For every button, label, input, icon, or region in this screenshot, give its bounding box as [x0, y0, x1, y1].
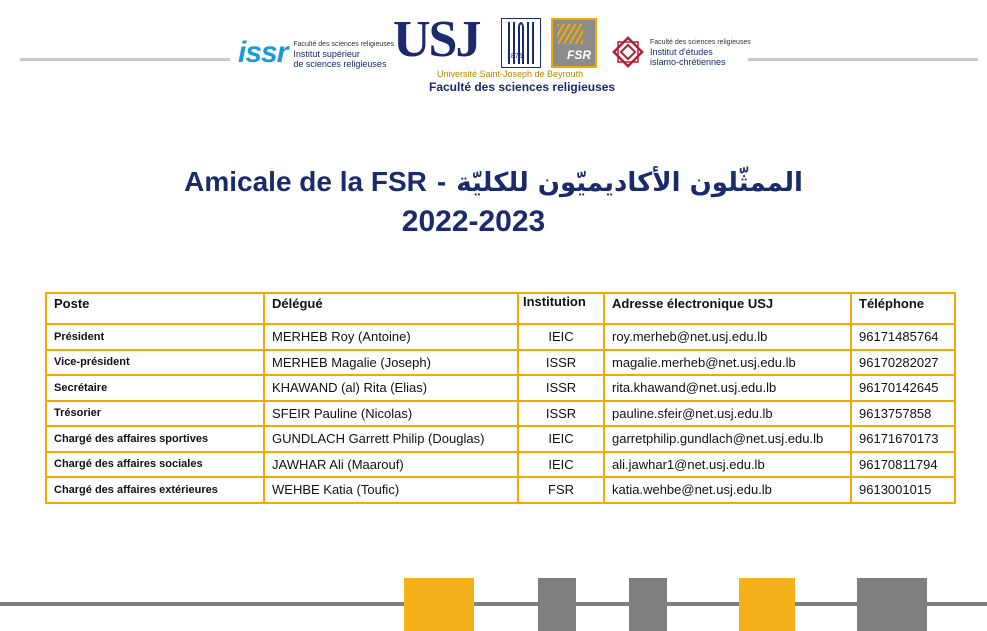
table-row — [46, 375, 955, 401]
issr-line2: Institut supérieur — [293, 49, 360, 59]
title-arabic: الممثّلون الأكاديميّون للكليّة — [456, 168, 803, 198]
cell-email: ali.jawhar1@net.usj.edu.lb — [604, 452, 851, 478]
header-delegue: Délégué — [264, 293, 518, 324]
cell-poste: Chargé des affaires sociales — [46, 452, 264, 478]
issr-logo-text — [293, 38, 394, 69]
cell-telephone: 96171670173 — [851, 426, 955, 452]
cell-email: katia.wehbe@net.usj.edu.lb — [604, 477, 851, 503]
table-row — [46, 452, 955, 478]
page-title — [0, 165, 987, 200]
cell-delegue: SFEIR Pauline (Nicolas) — [264, 401, 518, 427]
cell-delegue: KHAWAND (al) Rita (Elias) — [264, 375, 518, 401]
cell-institution: IEIC — [518, 324, 604, 350]
page-year: 2022-2023 — [401, 205, 546, 238]
fsr-logo — [551, 18, 597, 68]
delegates-table — [45, 292, 956, 504]
cell-email: magalie.merheb@net.usj.edu.lb — [604, 350, 851, 376]
usj-faculty: Faculté des sciences religieuses — [429, 80, 616, 94]
cell-delegue: JAWHAR Ali (Maarouf) — [264, 452, 518, 478]
cell-poste: Chargé des affaires extérieures — [46, 477, 264, 503]
title-latin: Amicale de la FSR — [184, 166, 427, 197]
cell-institution: ISSR — [518, 350, 604, 376]
cell-institution: FSR — [518, 477, 604, 503]
footer-block-grey — [857, 578, 927, 631]
usj-subtitle: Université Saint-Joseph de Beyrouth — [437, 69, 584, 79]
cell-email: roy.merheb@net.usj.edu.lb — [604, 324, 851, 350]
footer-block-gold — [739, 578, 795, 631]
fsr-stripes — [557, 24, 583, 44]
header-divider-left — [20, 58, 230, 61]
footer-divider — [0, 602, 987, 606]
iei-line2: Institut d'études — [650, 47, 713, 57]
table-row — [46, 324, 955, 350]
cell-poste: Vice-président — [46, 350, 264, 376]
usj-logo — [393, 11, 616, 96]
footer-block-grey — [629, 578, 667, 631]
cell-telephone: 9613757858 — [851, 401, 955, 427]
footer-block-grey — [538, 578, 576, 631]
cell-institution: IEIC — [518, 452, 604, 478]
cell-delegue: MERHEB Roy (Antoine) — [264, 324, 518, 350]
header-divider-right — [748, 58, 978, 61]
cell-poste: Président — [46, 324, 264, 350]
footer-block-gold — [404, 578, 474, 631]
cell-poste: Chargé des affaires sportives — [46, 426, 264, 452]
header-telephone: Téléphone — [851, 293, 955, 324]
header-poste: Poste — [46, 293, 264, 324]
cell-telephone: 96170811794 — [851, 452, 955, 478]
table-row — [46, 477, 955, 503]
table-row — [46, 401, 955, 427]
cell-telephone: 96171485764 — [851, 324, 955, 350]
cell-poste: Trésorier — [46, 401, 264, 427]
cell-telephone: 96170282027 — [851, 350, 955, 376]
cell-telephone: 9613001015 — [851, 477, 955, 503]
issr-logo — [238, 38, 394, 69]
issr-mark: issr — [238, 36, 288, 69]
cell-institution: ISSR — [518, 401, 604, 427]
iei-line1: Faculté des sciences religieuses — [650, 39, 751, 46]
usj-emblem-icon — [501, 18, 541, 68]
cell-delegue: WEHBE Katia (Toufic) — [264, 477, 518, 503]
table-header-row — [46, 293, 955, 324]
issr-line1: Faculté des sciences religieuses — [293, 41, 395, 48]
cell-telephone: 96170142645 — [851, 375, 955, 401]
table-row — [46, 426, 955, 452]
usj-wordmark: USJ — [393, 11, 480, 68]
header-email: Adresse électronique USJ — [604, 293, 851, 324]
iei-emblem-icon — [612, 36, 644, 68]
cell-email: rita.khawand@net.usj.edu.lb — [604, 375, 851, 401]
iei-logo — [612, 36, 751, 68]
usj-emblem-year: 1875 — [507, 53, 523, 60]
cell-delegue: GUNDLACH Garrett Philip (Douglas) — [264, 426, 518, 452]
header-institution: Institution — [518, 293, 604, 324]
title-separator: - — [436, 166, 447, 197]
cell-email: garretphilip.gundlach@net.usj.edu.lb — [604, 426, 851, 452]
fsr-mark: FSR — [567, 48, 591, 62]
cell-email: pauline.sfeir@net.usj.edu.lb — [604, 401, 851, 427]
cell-poste: Secrétaire — [46, 375, 264, 401]
iei-line3: islamo-chrétiennes — [650, 57, 726, 67]
issr-line3: de sciences religieuses — [293, 59, 387, 69]
cell-delegue: MERHEB Magalie (Joseph) — [264, 350, 518, 376]
iei-logo-text — [650, 36, 751, 67]
cell-institution: ISSR — [518, 375, 604, 401]
cell-institution: IEIC — [518, 426, 604, 452]
table-row — [46, 350, 955, 376]
